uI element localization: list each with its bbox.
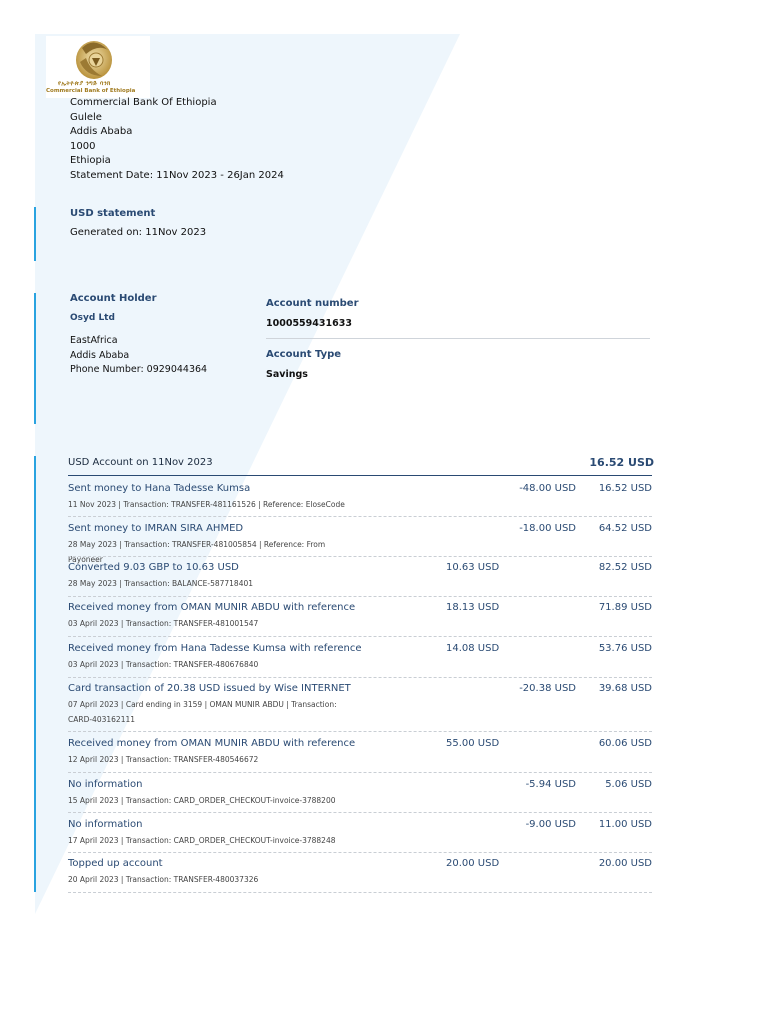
transaction-details: 03 April 2023 | Transaction: TRANSFER-481001547	[68, 619, 259, 628]
address-line: Gulele	[70, 111, 102, 123]
transaction-details: 15 April 2023 | Transaction: CARD_ORDER_CHECKOUT-invoice-3788200	[68, 796, 336, 805]
address-line: Ethiopia	[70, 155, 111, 167]
transaction-balance: 60.06 USD	[598, 738, 652, 749]
logo-name-amharic: የኢትዮጵያ ንግድ ባንክ	[58, 80, 111, 87]
section-accent-bar	[34, 207, 36, 261]
transaction-title: No information	[68, 779, 143, 790]
account-type-value: Savings	[266, 369, 308, 380]
transaction-balance: 64.52 USD	[598, 523, 652, 534]
transaction-details: 28 May 2023 | Transaction: BALANCE-587718401	[68, 579, 254, 588]
row-separator	[68, 516, 652, 517]
row-separator	[68, 731, 652, 732]
transaction-details: 28 May 2023 | Transaction: TRANSFER-481005854 | Reference: From Payoneer	[68, 540, 326, 564]
row-separator	[68, 556, 652, 557]
statement-date: Statement Date: 11Nov 2023 - 26Jan 2024	[70, 169, 284, 181]
transaction-title: Received money from OMAN MUNIR ABDU with reference	[68, 738, 356, 749]
row-separator	[68, 892, 652, 893]
transaction-title: Received money from Hana Tadesse Kumsa with reference	[68, 643, 362, 654]
account-divider	[266, 338, 650, 339]
transaction-out: -18.00 USD	[519, 523, 576, 534]
row-separator	[68, 852, 652, 853]
table-heading-rule	[68, 475, 652, 476]
transaction-details: 07 April 2023 | Card ending in 3159 | OMAN MUNIR ABDU | Transaction: CARD-403162111	[68, 700, 337, 724]
transaction-details: 17 April 2023 | Transaction: CARD_ORDER_CHECKOUT-invoice-3788248	[68, 836, 336, 845]
transaction-out: -9.00 USD	[525, 819, 576, 830]
transaction-title: Sent money to Hana Tadesse Kumsa	[68, 483, 251, 494]
holder-line: Addis Ababa	[70, 349, 130, 361]
transaction-out: -5.94 USD	[525, 779, 576, 790]
holder-phone: Phone Number: 0929044364	[70, 364, 208, 376]
holder-line: EastAfrica	[70, 335, 118, 346]
transaction-in: 20.00 USD	[446, 858, 500, 869]
row-separator	[68, 636, 652, 637]
transaction-title: Received money from OMAN MUNIR ABDU with reference	[68, 602, 356, 613]
statement-title: USD statement	[70, 208, 156, 219]
transaction-title: Card transaction of 20.38 USD issued by Wise INTERNET	[68, 683, 351, 694]
transaction-balance: 11.00 USD	[598, 819, 652, 830]
row-separator	[68, 772, 652, 773]
transaction-balance: 39.68 USD	[598, 683, 652, 694]
row-separator	[68, 596, 652, 597]
transaction-balance: 5.06 USD	[605, 779, 652, 790]
transaction-in: 10.63 USD	[446, 562, 500, 573]
transaction-out: -20.38 USD	[519, 683, 576, 694]
section-accent-bar	[34, 456, 36, 892]
account-holder-name: Osyd Ltd	[70, 313, 115, 323]
account-type-label: Account Type	[266, 349, 342, 360]
transaction-balance: 53.76 USD	[598, 643, 652, 654]
section-accent-bar	[34, 293, 36, 424]
account-number-value: 1000559431633	[266, 318, 352, 329]
logo-name-english: Commercial Bank of Ethiopia	[46, 88, 136, 94]
row-separator	[68, 812, 652, 813]
address-line: Commercial Bank Of Ethiopia	[70, 97, 217, 108]
transaction-balance: 71.89 USD	[598, 602, 652, 613]
bank-address	[70, 96, 284, 184]
generated-on: Generated on: 11Nov 2023	[70, 227, 207, 238]
table-heading: USD Account on 11Nov 2023	[68, 457, 213, 468]
transaction-title: Sent money to IMRAN SIRA AHMED	[68, 523, 244, 534]
transaction-details: 20 April 2023 | Transaction: TRANSFER-480037326	[68, 875, 259, 884]
transaction-title: No information	[68, 819, 143, 830]
transaction-balance: 82.52 USD	[598, 562, 652, 573]
account-holder-label: Account Holder	[70, 293, 157, 304]
transaction-details: 12 April 2023 | Transaction: TRANSFER-480546672	[68, 755, 259, 764]
transaction-in: 14.08 USD	[446, 643, 500, 654]
transaction-balance: 16.52 USD	[598, 483, 652, 494]
transaction-in: 18.13 USD	[446, 602, 500, 613]
transaction-details: 03 April 2023 | Transaction: TRANSFER-480676840	[68, 660, 259, 669]
transaction-title: Topped up account	[68, 858, 163, 869]
address-line: 1000	[70, 140, 96, 152]
address-line: Addis Ababa	[70, 126, 133, 138]
table-total: 16.52 USD	[589, 456, 654, 469]
transaction-balance: 20.00 USD	[598, 858, 652, 869]
transaction-in: 55.00 USD	[446, 738, 500, 749]
account-holder-address	[70, 334, 207, 378]
row-separator	[68, 677, 652, 678]
transaction-out: -48.00 USD	[519, 483, 576, 494]
transaction-details: 11 Nov 2023 | Transaction: TRANSFER-481161526 | Reference: EloseCode	[68, 500, 345, 509]
transaction-title: Converted 9.03 GBP to 10.63 USD	[68, 562, 239, 573]
account-number-label: Account number	[266, 298, 359, 309]
